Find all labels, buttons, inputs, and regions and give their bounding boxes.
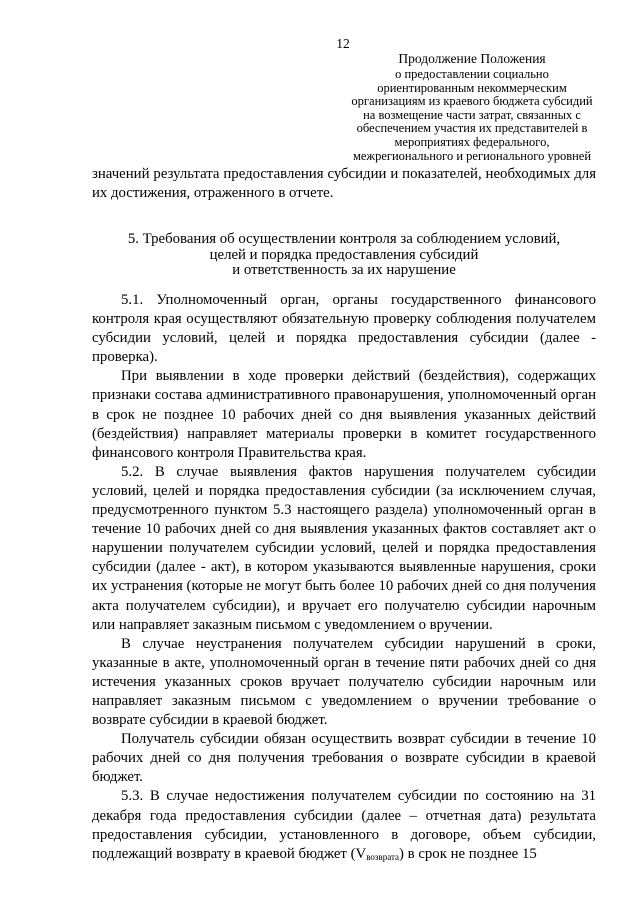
page-number: 12 — [336, 36, 350, 51]
header-block — [326, 51, 618, 163]
heading-line: 5. Требования об осуществлении контроля за соблюдением условий, — [127, 231, 561, 247]
paragraph-text: 5.3. В случае недостижения получателем субсидии по состоянию на 31 декабря года предоставления субсидии (далее – отчетная дата) результата предоставления субсидии, установленного в договоре, объем субсидии, подлежащий возврату в краевой бюджет (V — [92, 788, 596, 862]
paragraph: значений результата предоставления субсидии и показателей, необходимых для их достижения, отраженного в отчете. — [92, 166, 596, 202]
header-line: ориентированным некоммерческим — [377, 80, 567, 95]
paragraph: 5.1. Уполномоченный орган, органы государственного финансового контроля края осуществляют обязательную проверку соблюдения получателем субсидии условий, целей и порядка предоставления субсидии (далее - проверка). — [92, 292, 596, 366]
header-line: организациям из краевого бюджета субсидий — [351, 94, 593, 109]
section-body — [92, 291, 596, 864]
header-title: Продолжение Положения — [398, 51, 546, 66]
paragraph: При выявлении в ходе проверки действий (бездействия), содержащих признаки состава административного правонарушения, уполномоченный орган в срок не позднее 10 рабочих дней со дня выявления указанных действий (бездействия) направляет материалы проверки в комитет государственного финансового контроля Правительства края. — [92, 368, 596, 461]
paragraph: 5.2. В случае выявления фактов нарушения получателем субсидии условий, целей и порядка предоставления субсидии (за исключением случая, предусмотренного пунктом 5.3 настоящего раздела) уполномоченный орган в течение 10 рабочих дней со дня выявления указанных фактов составляет акт о нарушении получателем субсидии условий, целей и порядка предоставления субсидии (далее - акт), в котором указываются выявленные нарушения, сроки их устранения (которые не могут быть более 10 рабочих дней со дня получения акта получателем субсидии), и вручает его получателю субсидии нарочным или направляет заказным письмом с уведомлением о вручении. — [92, 463, 596, 633]
paragraph: Получатель субсидии обязан осуществить возврат субсидии в течение 10 рабочих дней со дня получения требования о возврате субсидии в краевой бюджет. — [92, 731, 596, 786]
subscript-text: возврата — [366, 851, 400, 862]
continuation-text — [92, 165, 596, 203]
paragraph-last — [92, 787, 596, 863]
heading-line: целей и порядка предоставления субсидий — [209, 246, 479, 263]
header-line: о предоставлении социально — [395, 67, 549, 81]
header-line: мероприятиях федерального, — [394, 134, 550, 149]
header-line: межрегионального и регионального уровней — [352, 148, 592, 163]
heading-line: и ответственность за их нарушение — [232, 262, 456, 279]
paragraph-text: ) в срок не позднее 15 — [399, 845, 537, 862]
section-heading — [92, 232, 596, 279]
paragraph: В случае неустранения получателем субсидии нарушений в сроки, указанные в акте, уполномоченный орган в течение пяти рабочих дней со дня истечения указанных сроков вручает получателю субсидии нарочным или направляет заказным письмом с уведомлением о вручении требование о возврате субсидии в краевой бюджет. — [92, 635, 596, 729]
header-line: обеспечением участия их представителей в — [356, 121, 588, 136]
header-line: на возмещение части затрат, связанных с — [363, 107, 581, 122]
